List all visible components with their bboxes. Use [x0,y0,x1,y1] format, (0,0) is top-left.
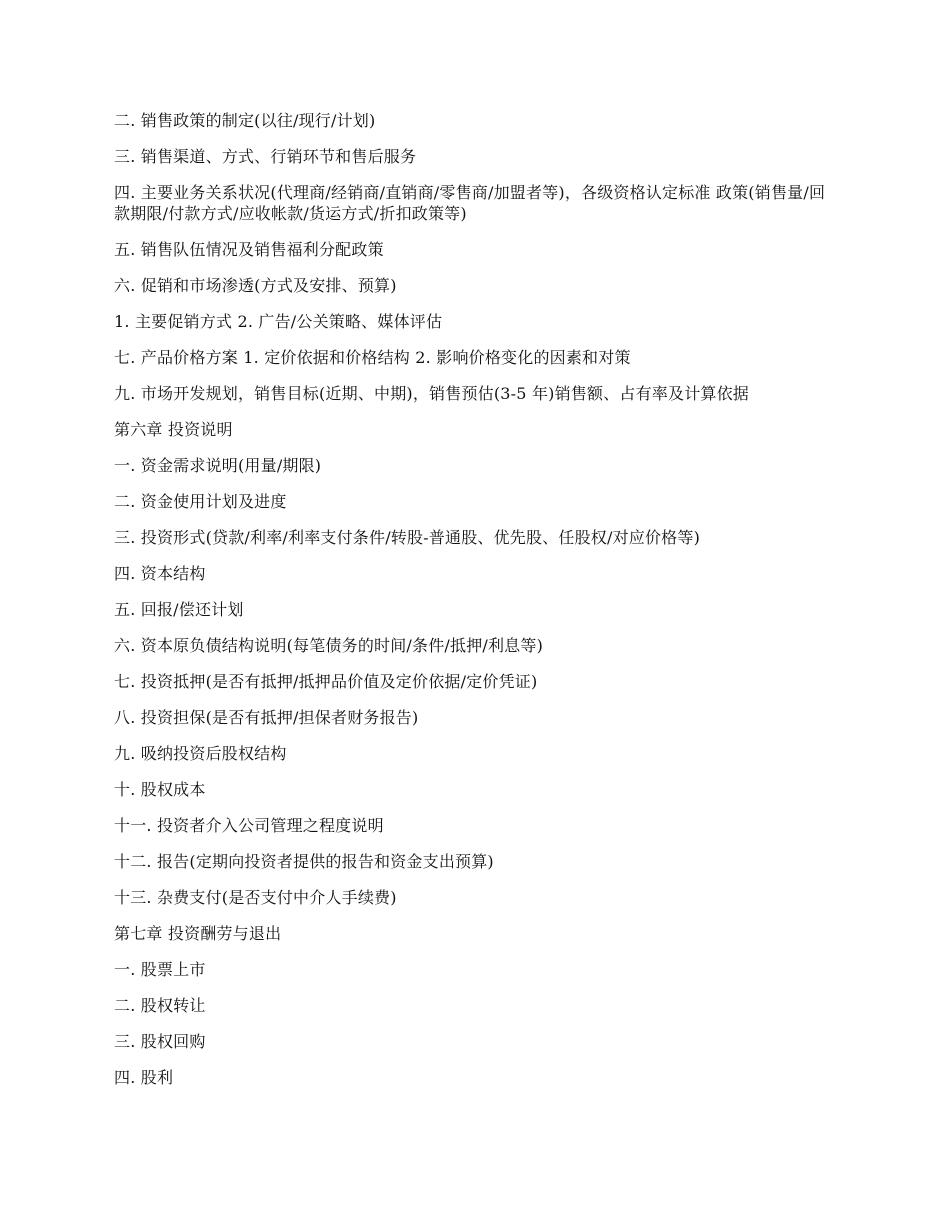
text-line-promotion: 六. 促销和市场渗透(方式及安排、预算) [114,276,397,295]
text-line-market-development: 九. 市场开发规划，销售目标(近期、中期)，销售预估(3-5 年)销售额、占有率及计算依据 [114,384,749,403]
chapter-heading-6: 第六章 投资说明 [114,420,233,439]
text-line-investor-involvement: 十一. 投资者介入公司管理之程度说明 [114,816,384,835]
text-line-fees: 十三. 杂费支付(是否支付中介人手续费) [114,888,397,907]
text-line-equity-transfer: 二. 股权转让 [114,996,206,1015]
text-line-reporting: 十二. 报告(定期向投资者提供的报告和资金支出预算) [114,852,494,871]
text-line-capital-usage: 二. 资金使用计划及进度 [114,492,287,511]
text-line-ipo: 一. 股票上市 [114,960,206,979]
text-line-promotion-methods: 1. 主要促销方式 2. 广告/公关策略、媒体评估 [114,312,443,331]
text-line-business-relations: 四. 主要业务关系状况(代理商/经销商/直销商/零售商/加盟者等)，各级资格认定标准 政策(销售量/回款期限/付款方式/应收帐款/货运方式/折扣政策等) [114,183,826,223]
text-line-equity-cost: 十. 股权成本 [114,780,206,799]
text-line-guarantee: 八. 投资担保(是否有抵押/担保者财务报告) [114,708,419,727]
text-line-capital-structure: 四. 资本结构 [114,564,206,583]
text-line-equity-structure: 九. 吸纳投资后股权结构 [114,744,287,763]
text-line-sales-team: 五. 销售队伍情况及销售福利分配政策 [114,240,384,259]
text-line-debt-structure: 六. 资本原负债结构说明(每笔债务的时间/条件/抵押/利息等) [114,636,544,655]
text-line-capital-needs: 一. 资金需求说明(用量/期限) [114,456,322,475]
text-line-sales-channels: 三. 销售渠道、方式、行销环节和售后服务 [114,147,417,166]
text-line-collateral: 七. 投资抵押(是否有抵押/抵押品价值及定价依据/定价凭证) [114,672,538,691]
text-line-dividends: 四. 股利 [114,1068,174,1087]
document-body [114,110,834,1103]
text-line-sales-policy: 二. 销售政策的制定(以往/现行/计划) [114,111,376,130]
text-line-buyback: 三. 股权回购 [114,1032,206,1051]
text-line-investment-form: 三. 投资形式(贷款/利率/利率支付条件/转股-普通股、优先股、任股权/对应价格等) [114,528,701,547]
text-line-repayment: 五. 回报/偿还计划 [114,600,244,619]
chapter-heading-7: 第七章 投资酬劳与退出 [114,924,282,943]
text-line-pricing: 七. 产品价格方案 1. 定价依据和价格结构 2. 影响价格变化的因素和对策 [114,348,631,367]
